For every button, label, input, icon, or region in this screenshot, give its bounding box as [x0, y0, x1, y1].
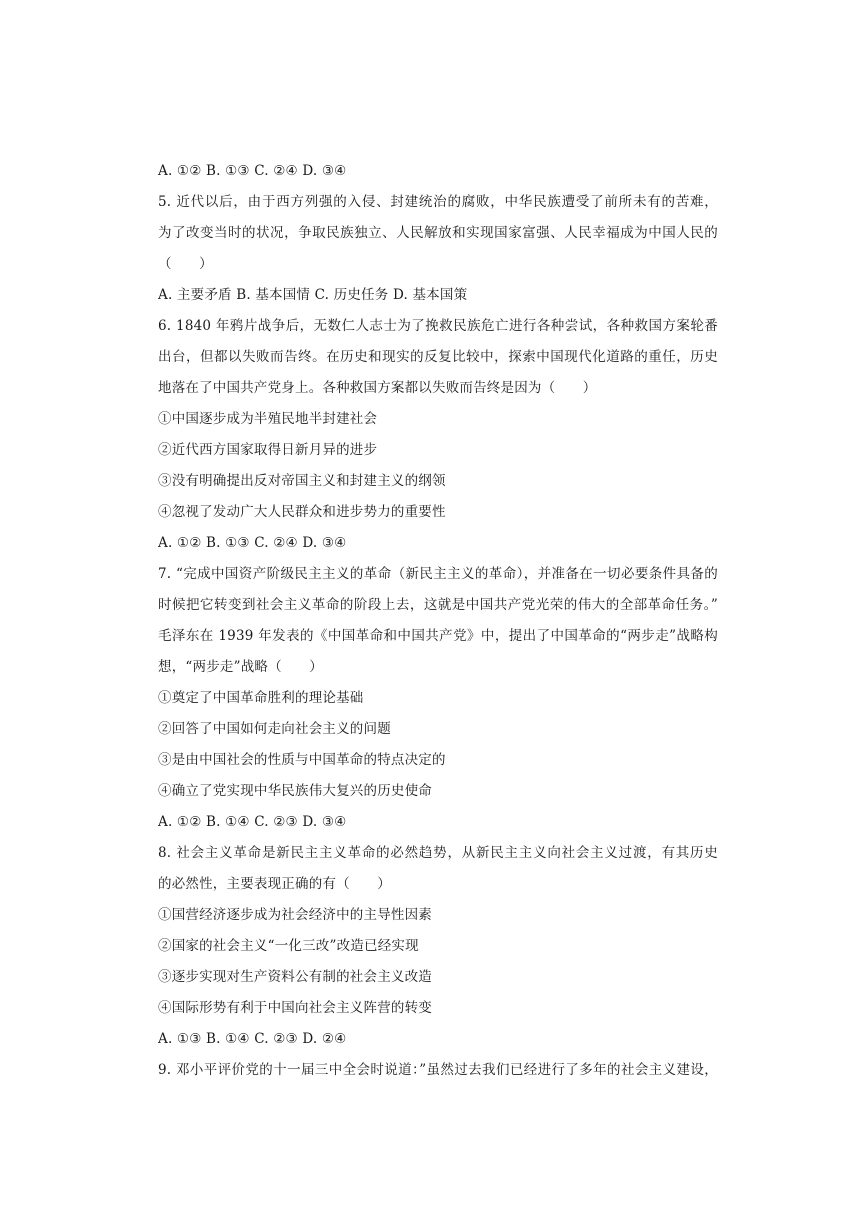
q5-answer-bracket: （ ）: [158, 256, 213, 272]
q7-stem-line-3: 毛泽东在 1939 年发表的《中国革命和中国共产党》中，提出了中国革命的“两步走”战略构: [158, 628, 718, 644]
q6-statement-4: ④忽视了发动广大人民群众和进步势力的重要性: [158, 504, 446, 520]
q8-stem-line-1: 8. 社会主义革命是新民主主义革命的必然趋势，从新民主主义向社会主义过渡，有其历史: [158, 845, 718, 861]
q7-statement-2: ②回答了中国如何走向社会主义的问题: [158, 721, 391, 737]
q4-answer-options: A. ①② B. ①③ C. ②④ D. ③④: [158, 163, 347, 179]
q7-stem-line-4: 想，“两步走”战略（ ）: [158, 659, 323, 675]
q8-statement-4: ④国际形势有利于中国向社会主义阵营的转变: [158, 1000, 432, 1016]
q8-statement-2: ②国家的社会主义“一化三改”改造已经实现: [158, 938, 419, 954]
q7-statement-3: ③是由中国社会的性质与中国革命的特点决定的: [158, 752, 446, 768]
q9-stem-line-1: 9. 邓小平评价党的十一届三中全会时说道：”虽然过去我们已经进行了多年的社会主义建设，: [158, 1062, 718, 1078]
q7-statement-1: ①奠定了中国革命胜利的理论基础: [158, 690, 364, 706]
q5-stem-line-1: 5. 近代以后，由于西方列强的入侵、封建统治的腐败，中华民族遭受了前所未有的苦难，: [158, 194, 718, 210]
q8-answer-options: A. ①③ B. ①④ C. ②③ D. ②④: [158, 1031, 347, 1047]
q7-stem-line-2: 时候把它转变到社会主义革命的阶段上去，这就是中国共产党光荣的伟大的全部革命任务。”: [158, 597, 718, 613]
q6-statement-2: ②近代西方国家取得日新月异的进步: [158, 442, 378, 458]
q8-statement-3: ③逐步实现对生产资料公有制的社会主义改造: [158, 969, 432, 985]
q6-stem-line-1: 6. 1840 年鸦片战争后，无数仁人志士为了挽救民族危亡进行各种尝试，各种救国方案轮番: [158, 318, 718, 334]
q8-statement-1: ①国营经济逐步成为社会经济中的主导性因素: [158, 907, 432, 923]
q6-answer-options: A. ①② B. ①③ C. ②④ D. ③④: [158, 535, 347, 551]
q6-statement-1: ①中国逐步成为半殖民地半封建社会: [158, 411, 378, 427]
q6-statement-3: ③没有明确提出反对帝国主义和封建主义的纲领: [158, 473, 446, 489]
q5-answer-options: A. 主要矛盾 B. 基本国情 C. 历史任务 D. 基本国策: [158, 287, 468, 303]
q7-answer-options: A. ①② B. ①④ C. ②③ D. ③④: [158, 814, 347, 830]
q7-statement-4: ④确立了党实现中华民族伟大复兴的历史使命: [158, 783, 432, 799]
q8-stem-line-2: 的必然性，主要表现正确的有（ ）: [158, 876, 391, 892]
q7-stem-line-1: 7. “完成中国资产阶级民主主义的革命（新民主主义的革命），并准备在一切必要条件具备的: [158, 566, 718, 582]
q5-stem-line-2: 为了改变当时的状况，争取民族独立、人民解放和实现国家富强、人民幸福成为中国人民的: [158, 225, 718, 241]
q6-stem-line-3: 地落在了中国共产党身上。各种救国方案都以失败而告终是因为（ ）: [158, 380, 597, 396]
q6-stem-line-2: 出台，但都以失败而告终。在历史和现实的反复比较中，探索中国现代化道路的重任，历史: [158, 349, 718, 365]
